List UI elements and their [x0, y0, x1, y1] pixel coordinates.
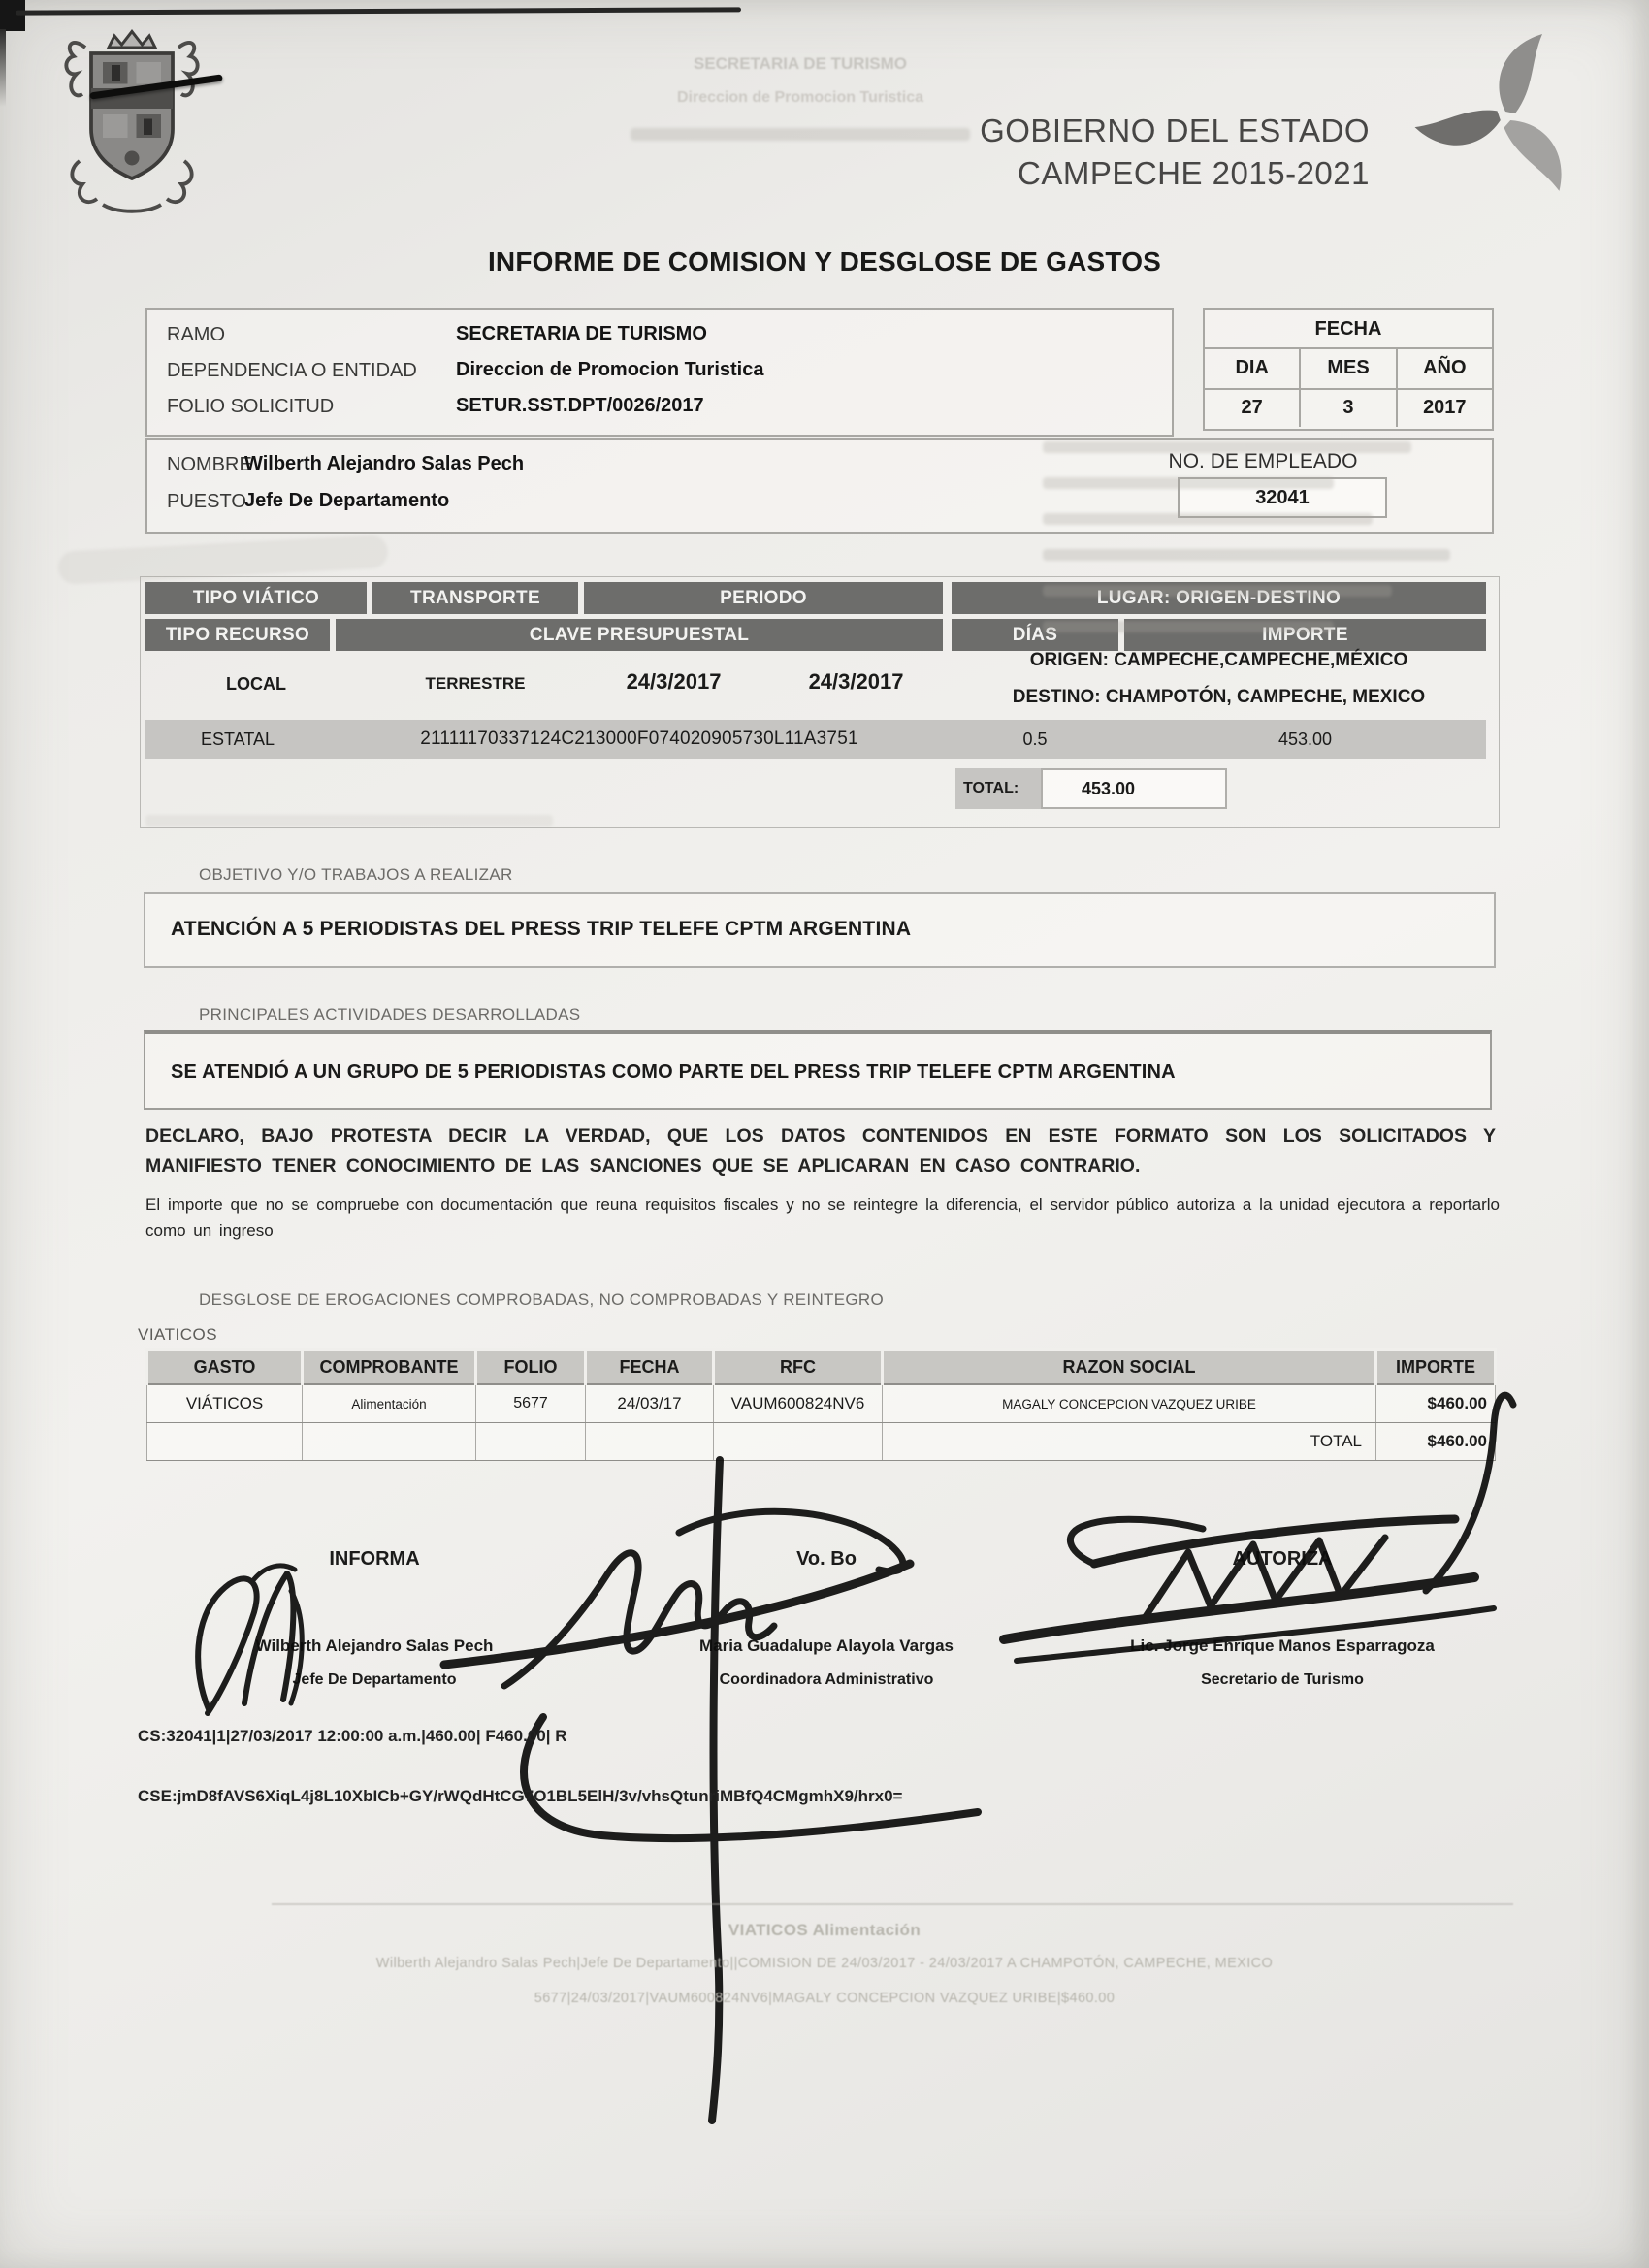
- scan-left-edge-artifact: [0, 29, 6, 107]
- tipo-viatico-value: LOCAL: [226, 673, 286, 694]
- col-importe: IMPORTE: [1376, 1350, 1496, 1385]
- campeche-coat-of-arms: [58, 27, 206, 213]
- col-fecha: FECHA: [586, 1350, 714, 1385]
- header-tipo-recurso: TIPO RECURSO: [146, 619, 330, 651]
- col-folio: FOLIO: [476, 1350, 586, 1385]
- info-box: [146, 308, 1174, 437]
- importe-value: 453.00: [1277, 729, 1333, 749]
- empty-cell: [586, 1423, 714, 1461]
- bleed-bar: [1043, 621, 1334, 632]
- desglose-total-label: TOTAL: [883, 1423, 1376, 1461]
- desglose-header-row: [147, 1350, 1496, 1385]
- header-clave: CLAVE PRESUPUESTAL: [336, 619, 943, 651]
- folio-label: FOLIO SOLICITUD: [167, 396, 335, 417]
- declaracion-text: DECLARO, BAJO PROTESTA DECIR LA VERDAD, QUE LOS DATOS CONTENIDOS EN ESTE FORMATO SON LOS SOLICITADOS Y MANIFIESTO TENER CONOCIMIENTO DE LAS SANCIONES QUE SE APLICARAN EN CASO CONTRARIO.: [146, 1125, 1496, 1177]
- actividades-value: SE ATENDIÓ A UN GRUPO DE 5 PERIODISTAS COMO PARTE DEL PRESS TRIP TELEFE CPTM ARGENTINA: [171, 1061, 1176, 1083]
- header-dias: DÍAS: [952, 619, 1118, 651]
- dia-label: DIA: [1205, 347, 1301, 388]
- mes-value: 3: [1301, 388, 1397, 427]
- transporte-value: TERRESTRE: [425, 674, 526, 693]
- ramo-label: RAMO: [167, 324, 225, 345]
- firma-autoriza-titulo: AUTORIZA: [1232, 1548, 1333, 1570]
- importe-cell: $460.00: [1376, 1384, 1496, 1423]
- folio-value: SETUR.SST.DPT/0026/2017: [456, 395, 704, 416]
- firma-vobo-titulo: Vo. Bo: [796, 1548, 857, 1570]
- state-triskelion-logo-icon: [1408, 21, 1602, 206]
- gobierno-line2: CAMPECHE 2015-2021: [1017, 155, 1370, 191]
- puesto-value: Jefe De Departamento: [244, 490, 450, 511]
- gasto-cell: VIÁTICOS: [147, 1384, 303, 1423]
- bleed-bar: [1043, 441, 1411, 453]
- fecha-cell: 24/03/17: [586, 1384, 714, 1423]
- col-rfc: RFC: [714, 1350, 883, 1385]
- dependencia-value: Direccion de Promocion Turistica: [456, 359, 764, 380]
- desglose-label: DESGLOSE DE EROGACIONES COMPROBADAS, NO COMPROBADAS Y REINTEGRO: [199, 1290, 884, 1309]
- nombre-value: Wilberth Alejandro Salas Pech: [244, 453, 525, 474]
- total-label-cell: TOTAL:: [955, 768, 1041, 809]
- actividades-box: [144, 1030, 1492, 1110]
- desglose-data-row: [147, 1384, 1496, 1423]
- firma-autoriza-cargo: Secretario de Turismo: [1201, 1671, 1364, 1688]
- cse-code-line: CSE:jmD8fAVS6XiqL4j8L10XbICb+GY/rWQdHtCG7O1BL5ElH/3v/vhsQtunriMBfQ4CMgmhX9/hrx0=: [138, 1787, 903, 1805]
- empty-cell: [476, 1423, 586, 1461]
- empty-cell: [303, 1423, 476, 1461]
- mes-label: MES: [1301, 347, 1397, 388]
- clave-presupuestal-value: 21111170337124C213000F074020905730L11A3751: [420, 729, 858, 749]
- viaticos-section-label: VIATICOS: [138, 1325, 218, 1344]
- comprobante-cell: Alimentación: [303, 1384, 476, 1423]
- col-comprobante: COMPROBANTE: [303, 1350, 476, 1385]
- fecha-box: [1203, 308, 1494, 431]
- bleed-bar: [1043, 585, 1392, 597]
- ghost-line3: 5677|24/03/2017|VAUM600824NV6|MAGALY CONCEPCION VAZQUEZ URIBE|$460.00: [534, 1991, 1116, 2006]
- cs-code-line: CS:32041|1|27/03/2017 12:00:00 a.m.|460.00| F460.00| R: [138, 1727, 567, 1745]
- header-periodo: PERIODO: [584, 582, 943, 614]
- actividades-label: PRINCIPALES ACTIVIDADES DESARROLLADAS: [199, 1005, 581, 1023]
- no-empleado-value: 32041: [1255, 486, 1310, 508]
- header-tipo-viatico: TIPO VIÁTICO: [146, 582, 367, 614]
- total-value-cell: [1041, 768, 1227, 809]
- ghost-line1: VIATICOS Alimentación: [728, 1921, 922, 1939]
- firma-vobo-block: [632, 1548, 1020, 1689]
- folio-cell: 5677: [476, 1384, 586, 1423]
- col-gasto: GASTO: [147, 1350, 303, 1385]
- dependencia-label: DEPENDENCIA O ENTIDAD: [167, 360, 417, 381]
- dia-value: 27: [1205, 388, 1301, 427]
- firma-informa-nombre: Wilberth Alejandro Salas Pech: [255, 1636, 494, 1655]
- watermark-line1: SECRETARIA DE TURISMO: [693, 54, 908, 73]
- firma-vobo-nombre: Maria Guadalupe Alayola Vargas: [698, 1636, 954, 1655]
- dias-value: 0.5: [1022, 729, 1048, 749]
- header-transporte: TRANSPORTE: [372, 582, 578, 614]
- bleed-bar: [1043, 549, 1450, 561]
- bleed-bar: [1043, 513, 1373, 525]
- desglose-table: [146, 1348, 1497, 1461]
- scan-corner-artifact: [0, 0, 25, 31]
- firma-autoriza-nombre: Lic. Jorge Enrique Manos Esparragoza: [1130, 1636, 1435, 1655]
- firma-informa-block: [229, 1548, 520, 1689]
- firma-autoriza-block: [1088, 1548, 1476, 1689]
- recurso-row: [146, 720, 1486, 759]
- ramo-value: SECRETARIA DE TURISMO: [456, 323, 707, 344]
- gobierno-line1: GOBIERNO DEL ESTADO: [980, 113, 1370, 148]
- desglose-total-row: [147, 1423, 1496, 1461]
- tipo-recurso-value: ESTATAL: [200, 729, 275, 749]
- objetivo-box: [144, 892, 1496, 968]
- ghost-line2: Wilberth Alejandro Salas Pech|Jefe De Departamento||COMISION DE 24/03/2017 - 24/03/2017 A CHAMPOTÓN, CAMPECHE, MEXICO: [375, 1956, 1274, 1971]
- objetivo-value: ATENCIÓN A 5 PERIODISTAS DEL PRESS TRIP TELEFE CPTM ARGENTINA: [171, 918, 912, 940]
- desglose-total-value: $460.00: [1376, 1423, 1496, 1461]
- rfc-cell: VAUM600824NV6: [714, 1384, 883, 1423]
- fecha-title: FECHA: [1205, 310, 1492, 349]
- scan-top-line-artifact: [16, 7, 741, 15]
- empty-cell: [147, 1423, 303, 1461]
- firma-informa-cargo: Jefe De Departamento: [292, 1671, 457, 1688]
- ano-label: AÑO: [1423, 356, 1467, 378]
- watermark-line2: Direccion de Promocion Turistica: [677, 89, 923, 106]
- origen-value: ORIGEN: CAMPECHE,CAMPECHE,MÉXICO: [1029, 650, 1408, 670]
- razon-social-cell: MAGALY CONCEPCION VAZQUEZ URIBE: [883, 1384, 1376, 1423]
- header-importe: IMPORTE: [1124, 619, 1486, 651]
- bleed-bar: [1043, 477, 1334, 489]
- empty-cell: [714, 1423, 883, 1461]
- objetivo-label: OBJETIVO Y/O TRABAJOS A REALIZAR: [199, 865, 513, 884]
- nota-importe-text: El importe que no se compruebe con documentación que reuna requisitos fiscales y no se reintegre la diferencia, el servidor público autoriza a la unidad ejecutora a reportarlo como un ingreso: [146, 1195, 1500, 1240]
- nombre-label: NOMBRE: [167, 454, 252, 475]
- ghost-rule: [272, 1903, 1513, 1905]
- total-value: 453.00: [1082, 778, 1136, 798]
- firma-informa-titulo: INFORMA: [329, 1548, 420, 1570]
- puesto-label: PUESTO: [167, 491, 246, 512]
- col-razon-social: RAZON SOCIAL: [883, 1350, 1376, 1385]
- no-empleado-label: NO. DE EMPLEADO: [1168, 450, 1358, 472]
- ano-value: 2017: [1423, 396, 1467, 418]
- periodo-inicio-value: 24/3/2017: [626, 669, 722, 694]
- page-title: INFORME DE COMISION Y DESGLOSE DE GASTOS: [487, 246, 1162, 276]
- bleed-bar: [146, 815, 553, 826]
- destino-value: DESTINO: CHAMPOTÓN, CAMPECHE, MEXICO: [1012, 687, 1426, 707]
- header-lugar: LUGAR: ORIGEN-DESTINO: [952, 582, 1486, 614]
- periodo-fin-value: 24/3/2017: [808, 669, 904, 694]
- firma-vobo-cargo: Coordinadora Administrativo: [719, 1671, 934, 1688]
